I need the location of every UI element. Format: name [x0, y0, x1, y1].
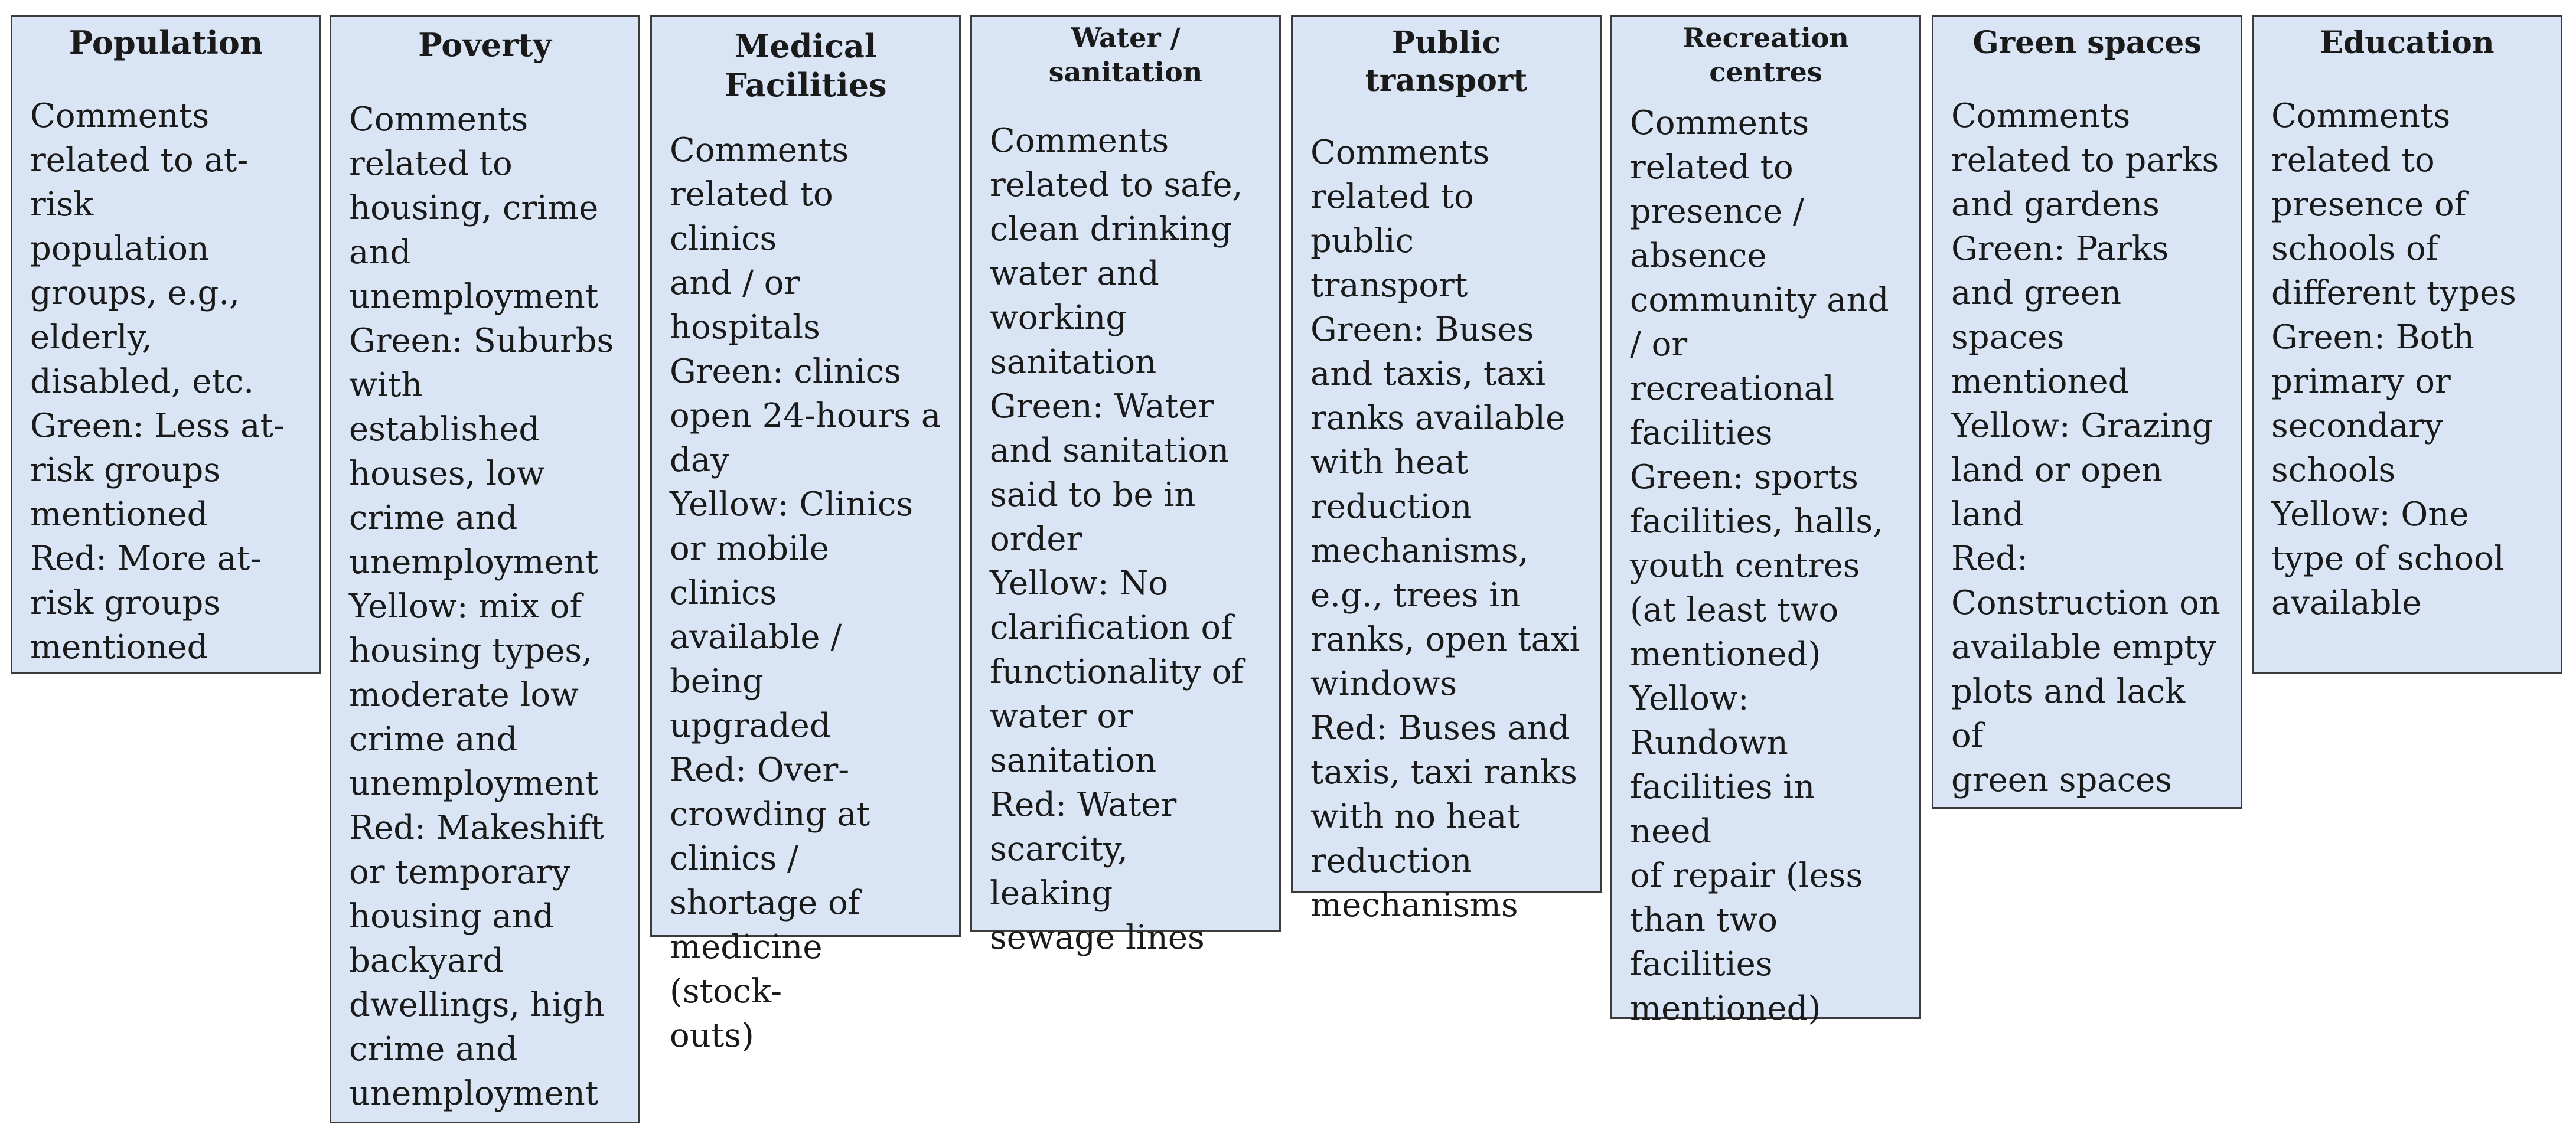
column-green-spaces — [1932, 15, 2242, 809]
column-title: Recreation centres — [1682, 22, 1849, 88]
column-body: Comments related to presence of schools of different types Green: Both primary or secondary schools Yellow: One type of school available — [2271, 97, 2516, 622]
column-body: Comments related to at-risk population groups, e.g., elderly, disabled, etc. Green: Less at- risk groups mentioned Red: More at- risk groups mentioned — [30, 97, 285, 666]
column-body: Comments related to parks and gardens Green: Parks and green spaces mentioned Yellow: Grazing land or open land Red: Construction on available empty plots and lack of green spaces — [1951, 97, 2220, 799]
column-body: Comments related to public transport Green: Buses and taxis, taxi ranks available with heat reduction mechanisms, e.g., trees in ranks, open taxi windows Red: Buses and taxis, taxi ranks with no heat reduction mechanisms — [1310, 133, 1580, 924]
column-body: Comments related to housing, crime and unemployment Green: Suburbs with established houses, low crime and unemployment Yellow: mix of housing types, moderate low crime and unemployment Red: Makeshift or temporary housing and backyard dwellings, high crime and unemployment — [349, 100, 614, 1113]
column-title: Education — [2320, 25, 2495, 61]
column-water-sanitation — [970, 15, 1281, 957]
column-title: Medical Facilities — [724, 27, 887, 104]
column-title: Poverty — [418, 26, 552, 64]
column-body: Comments related to safe, clean drinking water and working sanitation Green: Water and sanitation said to be in order Yellow: No clarification of functionality of water or sanitation Red: Water scarcity, leaking sewage lines — [990, 122, 1244, 957]
column-title: Green spaces — [1972, 25, 2202, 61]
column-education — [2252, 15, 2562, 674]
column-poverty — [330, 15, 640, 1123]
column-title: Water / sanitation — [1048, 22, 1203, 88]
column-recreation-centres — [1610, 15, 1921, 1028]
column-medical-facilities — [650, 15, 961, 1055]
column-body: Comments related to presence / absence community and / or recreational facilities Green: sports facilities, halls, youth centres (at least two mentioned) Yellow: Rundown facilities in need of repair (less than two facilities mentioned) — [1630, 104, 1889, 1028]
column-population — [11, 15, 321, 674]
column-title: Population — [69, 24, 263, 61]
column-public-transport — [1291, 15, 1602, 924]
column-title: Public transport — [1365, 25, 1528, 99]
column-body: Comments related to clinics and / or hospitals Green: clinics open 24-hours a day Yellow: Clinics or mobile clinics available / being upgraded Red: Over- crowding at clinics / shortage of medicine (stock- outs) — [670, 131, 941, 1055]
